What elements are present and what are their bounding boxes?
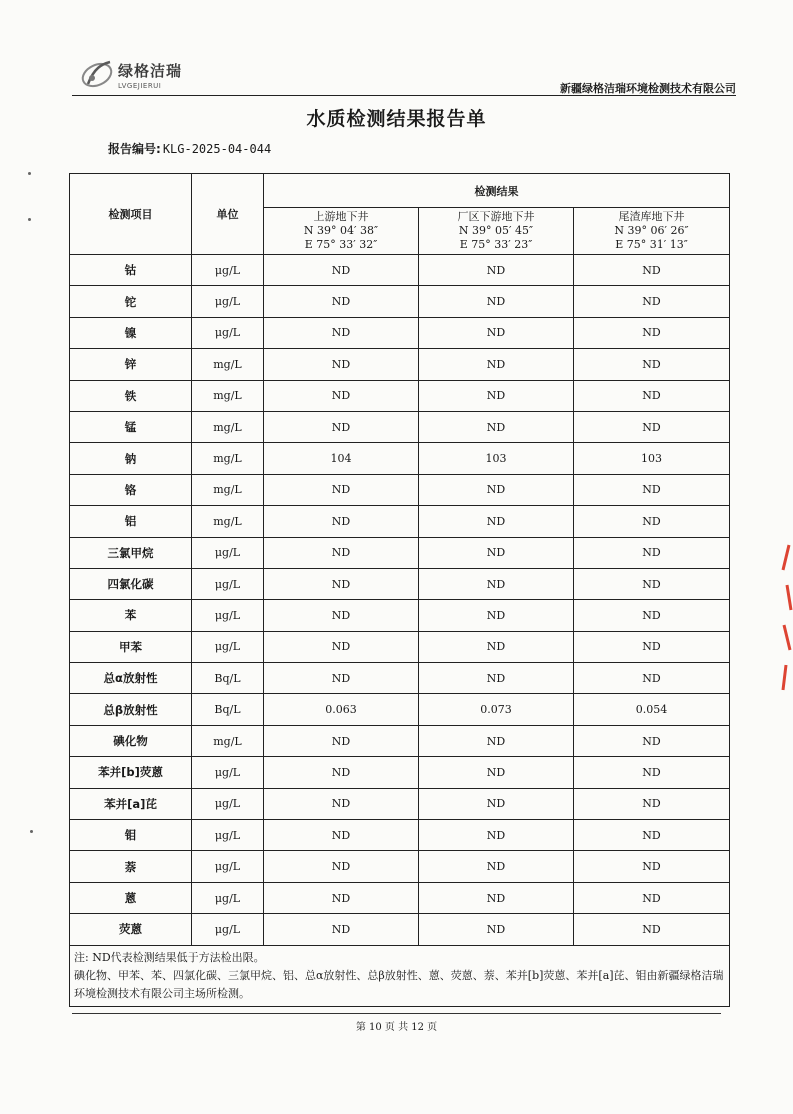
table-row xyxy=(70,631,730,662)
cell-item: 荧蒽 xyxy=(70,914,192,945)
cell-unit: μg/L xyxy=(192,631,264,662)
cell-item: 苯并[a]芘 xyxy=(70,788,192,819)
cell-value: ND xyxy=(574,286,730,317)
cell-unit: μg/L xyxy=(192,255,264,286)
table-row xyxy=(70,255,730,286)
cell-item: 总β放射性 xyxy=(70,694,192,725)
cell-value: ND xyxy=(264,286,419,317)
cell-unit: mg/L xyxy=(192,506,264,537)
cell-value: ND xyxy=(574,568,730,599)
cell-value: ND xyxy=(419,820,574,851)
cell-unit: μg/L xyxy=(192,600,264,631)
cell-item: 苯并[b]荧蒽 xyxy=(70,757,192,788)
footer-divider xyxy=(72,1013,721,1014)
cell-value: ND xyxy=(419,568,574,599)
table-row xyxy=(70,725,730,756)
site-lon: E 75° 33′ 32″ xyxy=(304,238,378,251)
cell-item: 四氯化碳 xyxy=(70,568,192,599)
cell-item: 锰 xyxy=(70,411,192,442)
cell-value: ND xyxy=(574,663,730,694)
cell-item: 甲苯 xyxy=(70,631,192,662)
cell-unit: μg/L xyxy=(192,537,264,568)
cell-item: 镍 xyxy=(70,317,192,348)
cell-value: ND xyxy=(264,663,419,694)
cell-value: ND xyxy=(574,631,730,662)
cell-value: ND xyxy=(419,255,574,286)
page-title: 水质检测结果报告单 xyxy=(306,108,487,130)
cell-item: 萘 xyxy=(70,851,192,882)
cell-value: ND xyxy=(419,851,574,882)
site-name: 厂区下游地下井 xyxy=(457,210,535,223)
cell-item: 苯 xyxy=(70,600,192,631)
note-cell xyxy=(70,945,730,1006)
cell-value: 0.054 xyxy=(574,694,730,725)
header-item: 检测项目 xyxy=(70,174,192,255)
header-unit: 单位 xyxy=(192,174,264,255)
table-row xyxy=(70,914,730,945)
cell-item: 铝 xyxy=(70,506,192,537)
cell-value: ND xyxy=(419,725,574,756)
site-lon: E 75° 31′ 13″ xyxy=(615,238,688,251)
table-row xyxy=(70,788,730,819)
cell-value: ND xyxy=(419,506,574,537)
logo-text-cn: 绿格洁瑞 xyxy=(118,62,183,80)
cell-value: ND xyxy=(264,725,419,756)
cell-item: 铬 xyxy=(70,474,192,505)
cell-value: ND xyxy=(264,474,419,505)
site-name: 尾渣库地下井 xyxy=(618,210,685,223)
table-row xyxy=(70,600,730,631)
cell-value: ND xyxy=(264,506,419,537)
cell-value: ND xyxy=(574,882,730,913)
cell-value: ND xyxy=(419,474,574,505)
report-number-value: KLG-2025-04-044 xyxy=(162,142,272,156)
cell-value: ND xyxy=(264,255,419,286)
cell-value: ND xyxy=(264,851,419,882)
cell-value: 0.073 xyxy=(419,694,574,725)
cell-value: ND xyxy=(419,380,574,411)
site-lat: N 39° 05′ 45″ xyxy=(458,224,534,237)
table-row xyxy=(70,443,730,474)
note-line-1: 注: ND代表检测结果低于方法检出限。 xyxy=(74,950,265,964)
cell-value: ND xyxy=(264,788,419,819)
cell-value: ND xyxy=(574,725,730,756)
cell-value: 0.063 xyxy=(264,694,419,725)
note-line-2: 碘化物、甲苯、苯、四氯化碳、三氯甲烷、铝、总α放射性、总β放射性、蒽、荧蒽、萘、苯并[b]荧蒽、苯并[a]芘、钼由新疆绿格洁瑞环境检测技术有限公司主场所检测。 xyxy=(74,968,724,1000)
cell-unit: μg/L xyxy=(192,851,264,882)
cell-value: ND xyxy=(574,380,730,411)
cell-unit: mg/L xyxy=(192,474,264,505)
company-logo xyxy=(80,58,190,98)
table-row xyxy=(70,882,730,913)
cell-value: ND xyxy=(419,349,574,380)
cell-value: ND xyxy=(264,411,419,442)
cell-value: ND xyxy=(264,349,419,380)
cell-unit: μg/L xyxy=(192,914,264,945)
table-row xyxy=(70,286,730,317)
cell-value: 103 xyxy=(574,443,730,474)
table-row xyxy=(70,568,730,599)
table-row xyxy=(70,411,730,442)
cell-value: ND xyxy=(264,914,419,945)
results-table xyxy=(69,173,730,1007)
cell-value: ND xyxy=(419,537,574,568)
cell-value: ND xyxy=(419,914,574,945)
cell-item: 钠 xyxy=(70,443,192,474)
cell-value: ND xyxy=(264,568,419,599)
cell-value: ND xyxy=(264,631,419,662)
header-divider xyxy=(72,95,736,96)
table-row xyxy=(70,820,730,851)
table-row xyxy=(70,694,730,725)
cell-item: 三氯甲烷 xyxy=(70,537,192,568)
cell-value: ND xyxy=(419,882,574,913)
cell-value: ND xyxy=(264,317,419,348)
cell-unit: μg/L xyxy=(192,568,264,599)
table-row xyxy=(70,537,730,568)
cell-value: ND xyxy=(419,788,574,819)
cell-value: ND xyxy=(419,411,574,442)
cell-value: ND xyxy=(419,631,574,662)
cell-unit: mg/L xyxy=(192,725,264,756)
site-header-2 xyxy=(419,208,574,255)
report-number xyxy=(108,140,271,157)
cell-value: 103 xyxy=(419,443,574,474)
cell-value: ND xyxy=(574,537,730,568)
cell-value: ND xyxy=(574,757,730,788)
table-row xyxy=(70,474,730,505)
report-number-label: 报告编号: xyxy=(108,142,161,156)
cell-item: 总α放射性 xyxy=(70,663,192,694)
cell-value: ND xyxy=(419,757,574,788)
cell-value: ND xyxy=(264,600,419,631)
cell-value: ND xyxy=(419,663,574,694)
table-row xyxy=(70,506,730,537)
cell-item: 锌 xyxy=(70,349,192,380)
cell-value: ND xyxy=(574,506,730,537)
table-row xyxy=(70,663,730,694)
scan-speck xyxy=(28,218,31,221)
cell-unit: mg/L xyxy=(192,443,264,474)
cell-value: ND xyxy=(264,820,419,851)
cell-value: ND xyxy=(574,600,730,631)
site-lat: N 39° 06′ 26″ xyxy=(614,224,689,237)
cell-unit: μg/L xyxy=(192,317,264,348)
logo-text-en: LVGEJIERUI xyxy=(118,82,162,90)
cell-unit: mg/L xyxy=(192,349,264,380)
cell-unit: mg/L xyxy=(192,411,264,442)
cell-unit: μg/L xyxy=(192,788,264,819)
note-row xyxy=(70,945,730,1006)
cell-value: ND xyxy=(574,411,730,442)
site-header-3 xyxy=(574,208,730,255)
header-results: 检测结果 xyxy=(264,174,730,208)
cell-value: ND xyxy=(264,380,419,411)
cell-value: ND xyxy=(574,317,730,348)
table-row xyxy=(70,757,730,788)
scan-speck xyxy=(28,172,31,175)
cell-value: ND xyxy=(264,537,419,568)
table-row xyxy=(70,317,730,348)
cell-value: ND xyxy=(574,255,730,286)
cell-value: ND xyxy=(419,317,574,348)
cell-item: 碘化物 xyxy=(70,725,192,756)
cell-unit: μg/L xyxy=(192,820,264,851)
cell-value: ND xyxy=(574,820,730,851)
cell-item: 蒽 xyxy=(70,882,192,913)
cell-item: 钼 xyxy=(70,820,192,851)
table-row xyxy=(70,380,730,411)
cell-value: ND xyxy=(574,914,730,945)
cell-value: 104 xyxy=(264,443,419,474)
table-row xyxy=(70,349,730,380)
cell-unit: Bq/L xyxy=(192,663,264,694)
cell-value: ND xyxy=(574,788,730,819)
cell-unit: μg/L xyxy=(192,882,264,913)
cell-value: ND xyxy=(574,851,730,882)
cell-value: ND xyxy=(574,349,730,380)
site-header-1 xyxy=(264,208,419,255)
site-name: 上游地下井 xyxy=(313,210,369,223)
cell-unit: mg/L xyxy=(192,380,264,411)
cell-value: ND xyxy=(264,757,419,788)
cell-value: ND xyxy=(419,286,574,317)
cell-item: 铊 xyxy=(70,286,192,317)
cell-item: 钴 xyxy=(70,255,192,286)
logo-mark-icon xyxy=(80,58,114,92)
page-number: 第 10 页 共 12 页 xyxy=(355,1022,438,1033)
cell-unit: μg/L xyxy=(192,757,264,788)
cell-value: ND xyxy=(264,882,419,913)
site-lat: N 39° 04′ 38″ xyxy=(303,224,379,237)
seal-stamp-edge xyxy=(779,540,793,700)
site-lon: E 75° 33′ 23″ xyxy=(459,238,533,251)
cell-item: 铁 xyxy=(70,380,192,411)
table-row xyxy=(70,851,730,882)
company-name: 新疆绿格洁瑞环境检测技术有限公司 xyxy=(560,82,736,95)
cell-unit: Bq/L xyxy=(192,694,264,725)
cell-value: ND xyxy=(419,600,574,631)
cell-value: ND xyxy=(574,474,730,505)
cell-unit: μg/L xyxy=(192,286,264,317)
scan-speck xyxy=(30,830,33,833)
